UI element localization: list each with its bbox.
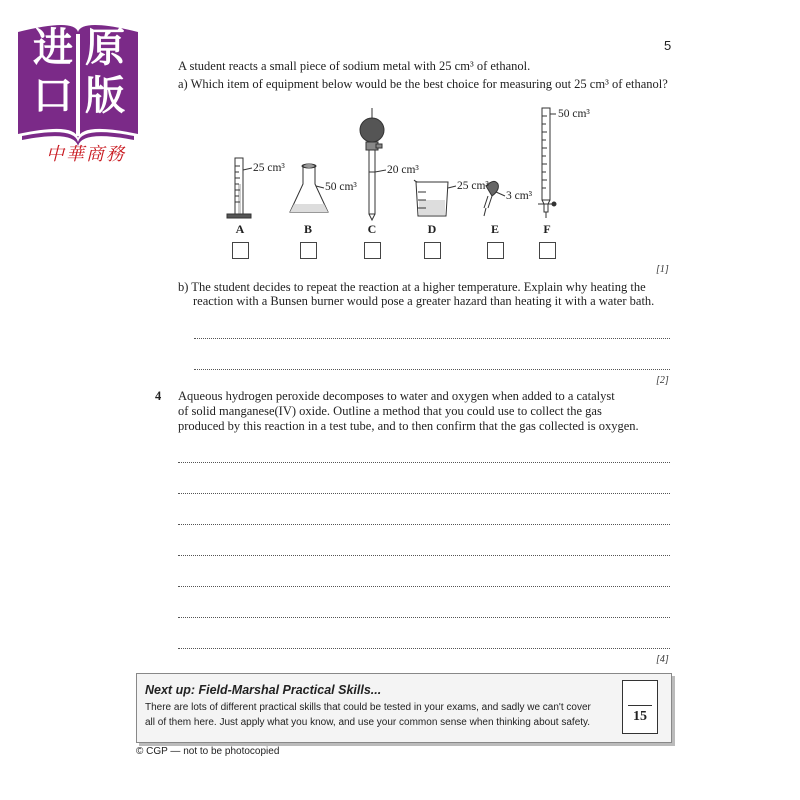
option-checkbox-d[interactable] [424,242,441,259]
option-letter-e: E [490,222,499,236]
q4-line1: Aqueous hydrogen peroxide decomposes to water and oxygen when added to a catalyst [178,389,615,403]
mark-q3a: [1] [656,264,669,275]
option-checkbox-b[interactable] [300,242,317,259]
logo-char-1: 进 [33,25,73,71]
answer-line-q4-1[interactable] [178,462,670,463]
q3-part-b-line2: reaction with a Bunsen burner would pose a greater hazard than heating it with a water bath. [193,294,655,308]
option-checkbox-e[interactable] [487,242,504,259]
volume-label-e: 3 cm³ [506,190,533,202]
logo-char-3: 口 [33,73,73,119]
q4-line3: produced by this reaction in a test tube, and to then confirm that the gas collected is oxygen. [178,419,639,433]
answer-line-q4-2[interactable] [178,493,670,494]
option-letter-b: B [303,222,312,236]
score-total: 15 [633,709,647,724]
answer-line-q4-6[interactable] [178,617,670,618]
mark-q3b: [2] [656,375,669,386]
answer-line-q4-3[interactable] [178,524,670,525]
pipette-icon [360,108,386,220]
answer-line-q3b-2[interactable] [194,369,670,370]
answer-line-q4-5[interactable] [178,586,670,587]
q3-part-a: a) Which item of equipment below would be the best choice for measuring out 25 cm³ of ethanol? [178,77,668,91]
publisher-logo [14,14,142,164]
beaker-icon [414,180,456,216]
option-letter-c: C [367,222,377,236]
next-up-line1: There are lots of different practical skills that could be tested in your exams, and sadly we can't cover [145,702,591,713]
volume-label-b: 50 cm³ [325,181,357,193]
option-letter-d: D [427,222,437,236]
measuring-cylinder-icon [227,158,252,218]
answer-line-q4-4[interactable] [178,555,670,556]
option-letter-a: A [235,222,245,236]
volume-label-f: 50 cm³ [558,108,590,120]
answer-line-q3b-1[interactable] [194,338,670,339]
page-number: 5 [664,38,672,53]
answer-line-q4-7[interactable] [178,648,670,649]
q3-intro: A student reacts a small piece of sodium metal with 25 cm³ of ethanol. [178,59,531,73]
volume-label-a: 25 cm³ [253,162,285,174]
q3-part-b-line1: b) The student decides to repeat the reaction at a higher temperature. Explain why heating the [178,280,646,294]
option-checkbox-f[interactable] [539,242,556,259]
volume-label-c: 20 cm³ [387,164,419,176]
score-box[interactable] [622,680,658,734]
option-checkbox-a[interactable] [232,242,249,259]
logo-char-4: 版 [85,73,125,119]
volume-label-d: 25 cm³ [457,180,489,192]
copyright-footer: © CGP — not to be photocopied [136,746,280,757]
logo-subtitle: 中華商務 [46,144,126,165]
burette-icon [538,108,556,218]
logo-char-2: 原 [85,25,125,71]
next-up-title: Next up: Field-Marshal Practical Skills... [145,683,382,697]
conical-flask-icon [290,164,328,212]
q4-line2: of solid manganese(IV) oxide. Outline a method that you could use to collect the gas [178,404,602,418]
mark-q4: [4] [656,654,669,665]
option-checkbox-c[interactable] [364,242,381,259]
q4-number: 4 [155,389,162,403]
option-letter-f: F [543,222,551,236]
next-up-line2: all of them here. Just apply what you know, and use your common sense when thinking about safety. [145,717,591,728]
